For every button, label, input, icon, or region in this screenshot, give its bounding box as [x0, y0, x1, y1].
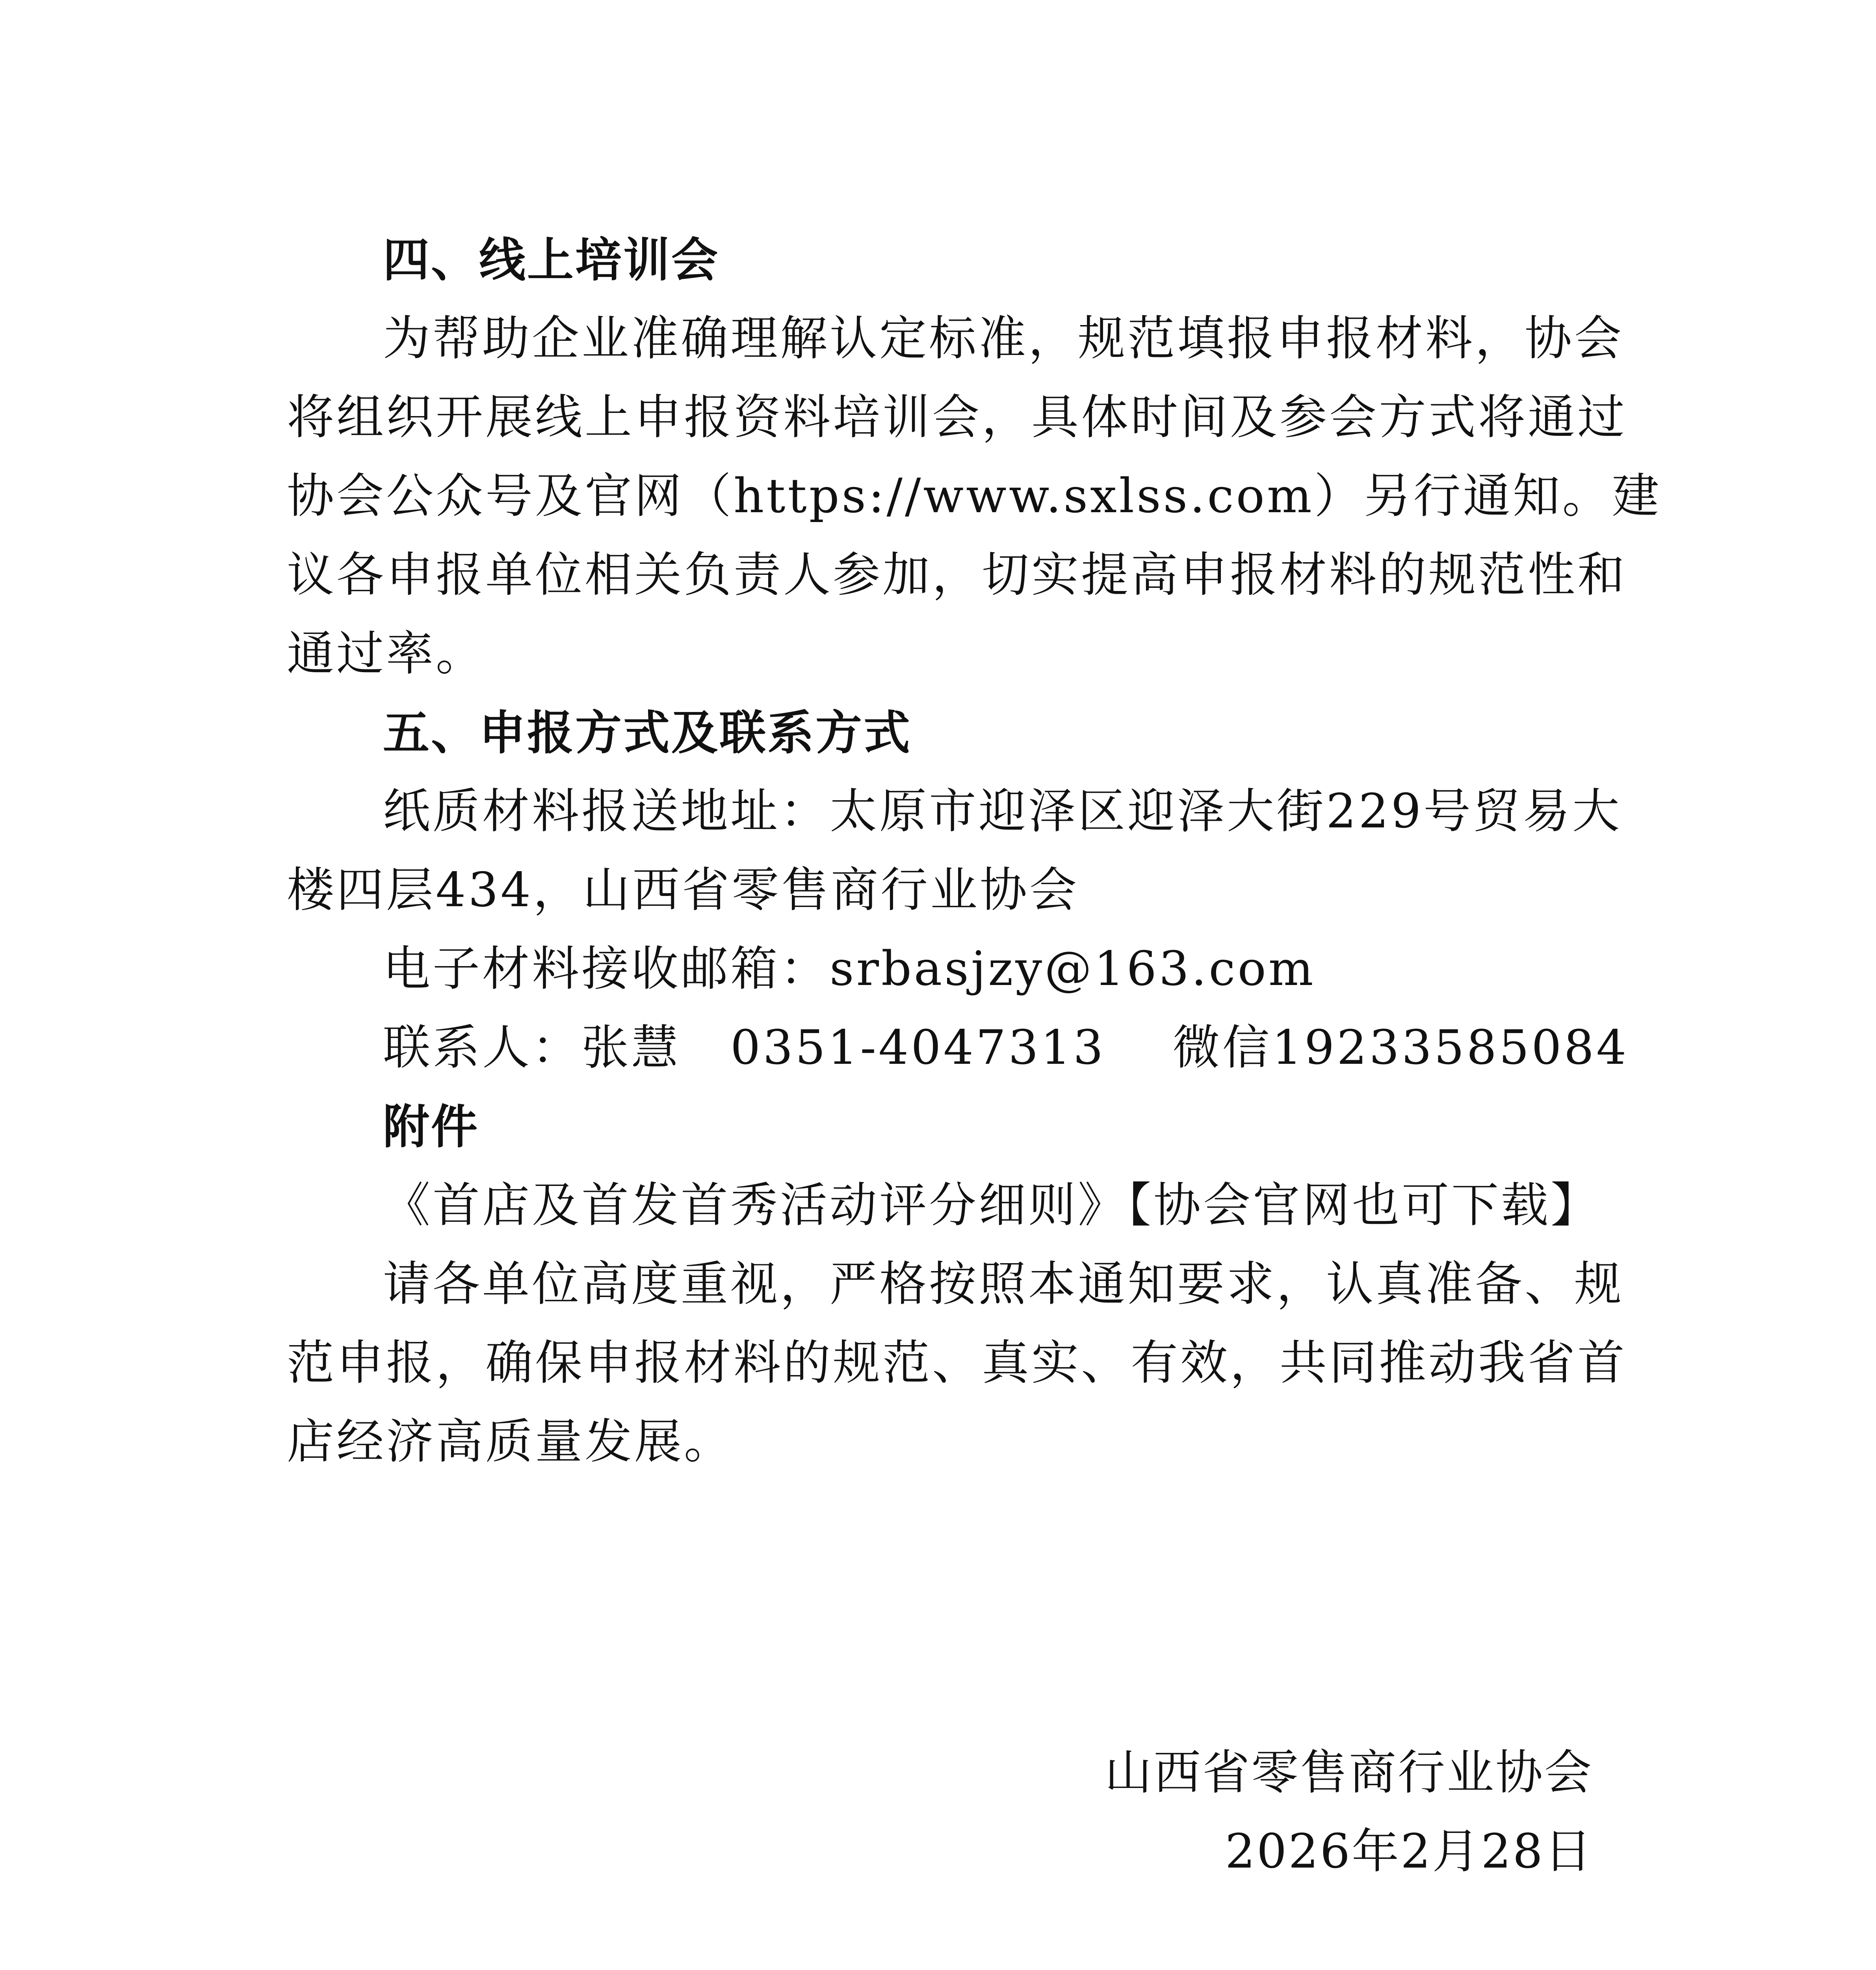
section-heading-submission-contact: 五、申报方式及联系方式: [383, 706, 912, 760]
signature-organization: 山西省零售商行业协会: [1105, 1745, 1593, 1800]
spacer: [287, 1481, 1593, 1734]
attachment-heading: 附件: [383, 1100, 479, 1154]
paragraph-line: 协会公众号及官网（https://www.sxlss.com）另行通知。建: [287, 469, 1662, 524]
email-line: 电子材料接收邮箱：srbasjzy@163.com: [383, 942, 1316, 996]
closing-line: 店经济高质量发展。: [287, 1414, 734, 1469]
signature-date: 2026年2月28日: [1225, 1824, 1593, 1879]
closing-line: 请各单位高度重视，严格按照本通知要求，认真准备、规: [383, 1257, 1624, 1312]
paragraph-line: 议各申报单位相关负责人参加，切实提高申报材料的规范性和: [287, 548, 1627, 602]
address-line: 纸质材料报送地址：太原市迎泽区迎泽大街229号贸易大: [383, 784, 1622, 839]
paragraph-line: 将组织开展线上申报资料培训会，具体时间及参会方式将通过: [287, 390, 1627, 445]
signature-block: [287, 1734, 1593, 1891]
document-body: [287, 221, 1662, 1891]
contact-line: 联系人：张慧 0351-4047313 微信19233585084: [383, 1020, 1629, 1075]
closing-line: 范申报，确保申报材料的规范、真实、有效，共同推动我省首: [287, 1336, 1627, 1390]
paragraph-line: 通过率。: [287, 626, 485, 681]
section-heading-online-training: 四、线上培训会: [383, 233, 720, 287]
paragraph-line: 为帮助企业准确理解认定标准，规范填报申报材料，协会: [383, 311, 1624, 366]
address-line: 楼四层434，山西省零售商行业协会: [287, 863, 1079, 918]
attachment-item: 《首店及首发首秀活动评分细则》【协会官网也可下载】: [383, 1178, 1600, 1233]
